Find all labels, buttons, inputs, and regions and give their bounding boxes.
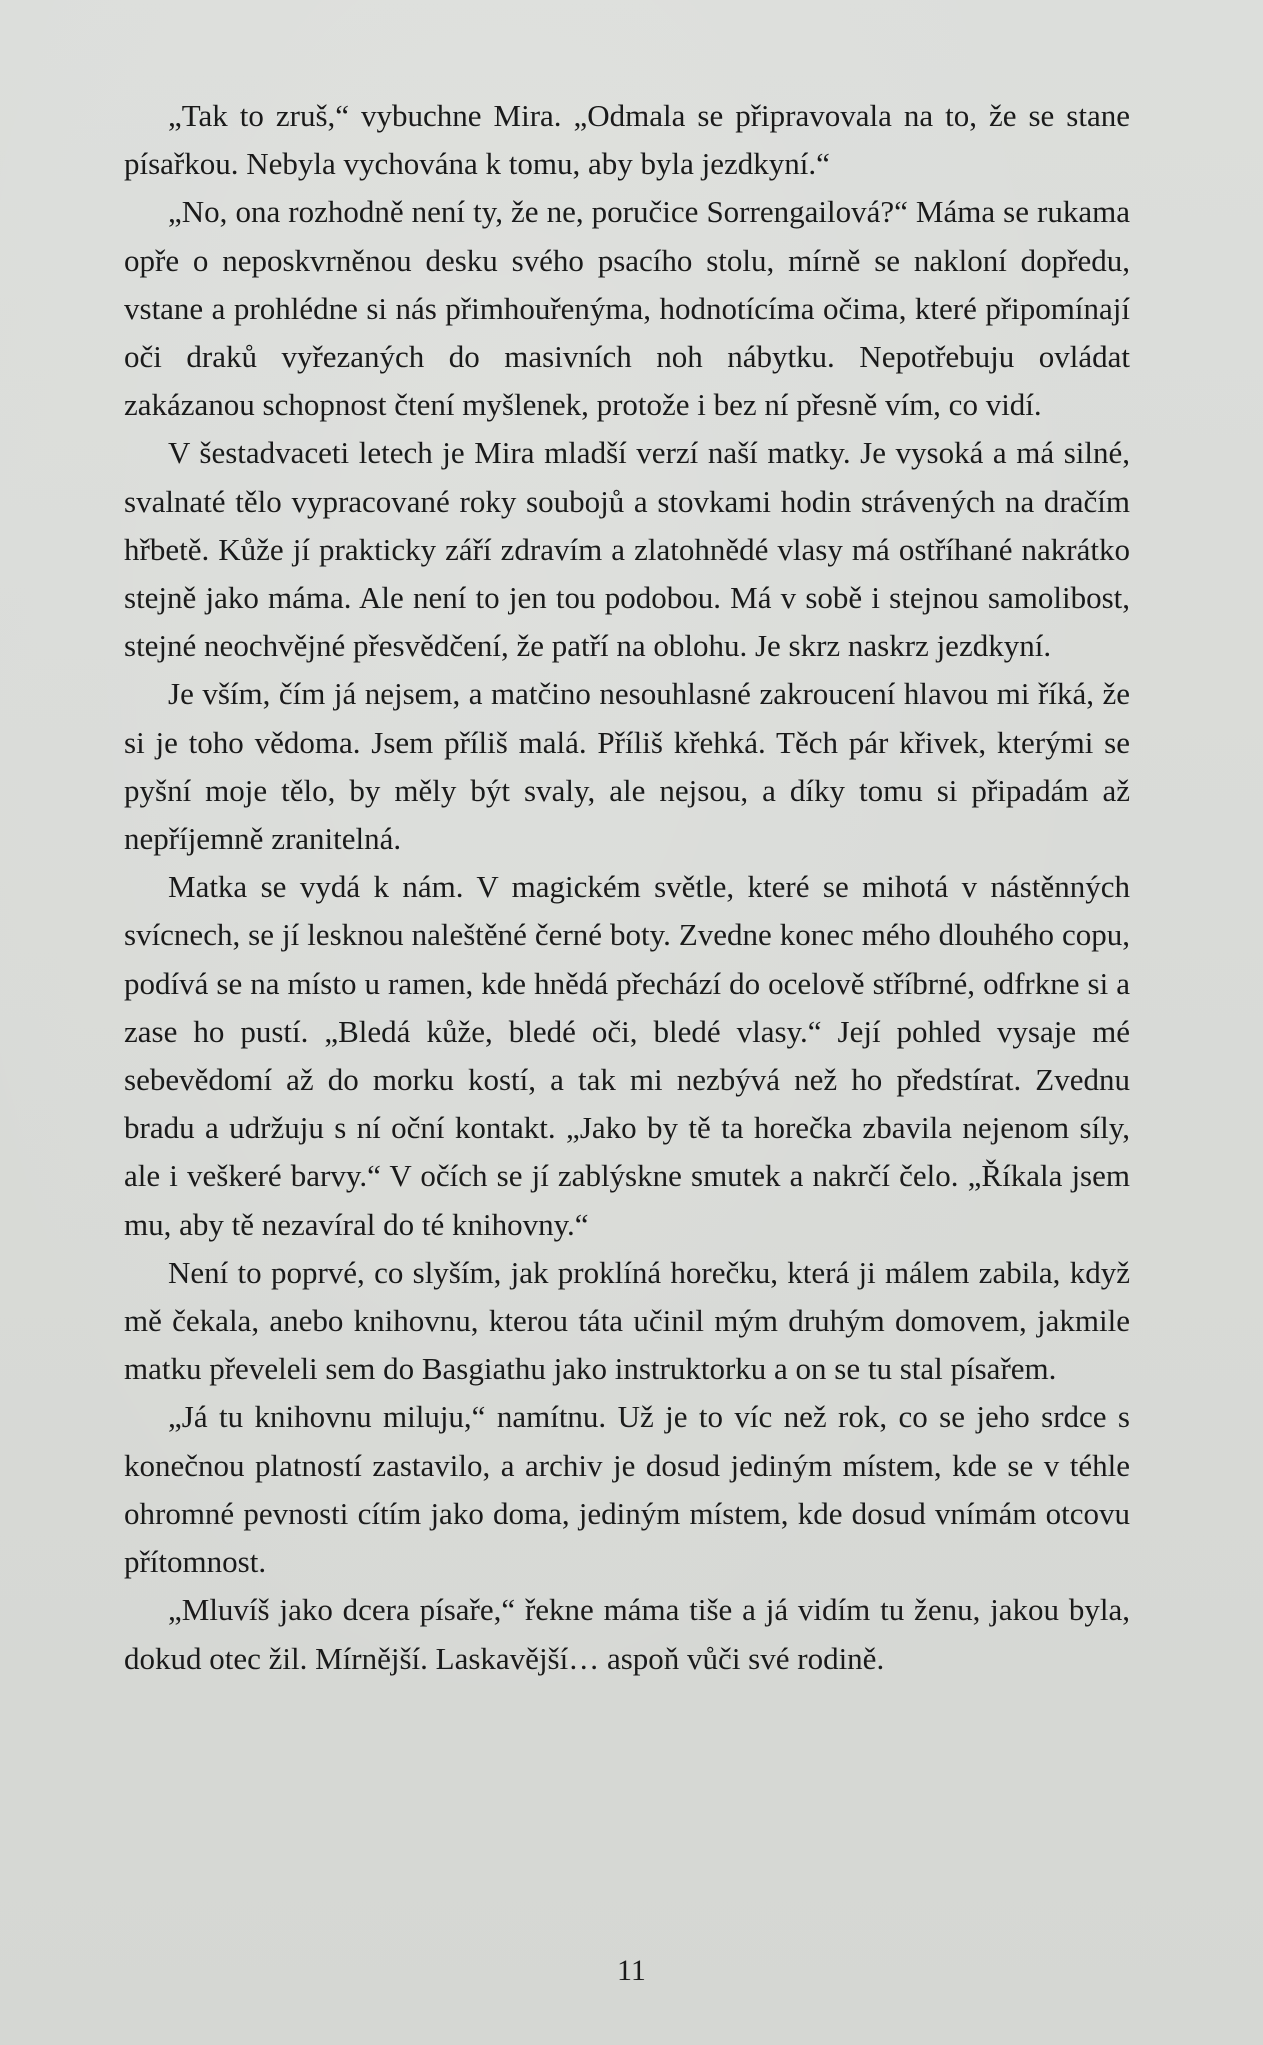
paragraph: Matka se vydá k nám. V magickém světle, které se mihotá v nástěnných svícnech, se jí lesknou naleštěné černé boty. Zvedne konec mého dlouhého copu, podívá se na místo u ramen, kde hnědá přechází do ocelově stříbrné, odfrkne si a zase ho pustí. „Bledá kůže, bledé oči, bledé vlasy.“ Její pohled vysaje mé sebevědomí až do morku kostí, a tak mi nezbývá než ho předstírat. Zvednu bradu a udržuju s ní oční kontakt. „Jako by tě ta horečka zbavila nejenom síly, ale i veškeré barvy.“ V očích se jí zablýskne smutek a nakrčí čelo. „Říkala jsem mu, aby tě nezavíral do té knihovny.“ (124, 869, 1130, 1242)
body-text (124, 92, 1130, 1683)
paragraph: „No, ona rozhodně není ty, že ne, poručice Sorrengailová?“ Máma se rukama opře o neposkvrněnou desku svého psacího stolu, mírně se nakloní dopředu, vstane a prohlédne si nás přimhouřenýma, hodnotícíma očima, které připomínají oči draků vyřezaných do masivních noh nábytku. Nepotřebuju ovládat zakázanou schopnost čtení myšlenek, protože i bez ní přesně vím, co vidí. (124, 194, 1130, 423)
paragraph: „Tak to zruš,“ vybuchne Mira. „Odmala se připravovala na to, že se stane písařkou. Nebyla vychována k tomu, aby byla jezdkyní.“ (124, 98, 1130, 182)
paragraph: „Mluvíš jako dcera písaře,“ řekne máma tiše a já vidím tu ženu, jakou byla, dokud otec žil. Mírnější. Laskavější… aspoň vůči své rodině. (124, 1592, 1130, 1676)
paragraph: „Já tu knihovnu miluju,“ namítnu. Už je to víc než rok, co se jeho srdce s konečnou platností zastavilo, a archiv je dosud jediným místem, kde se v téhle ohromné pevnosti cítím jako doma, jediným místem, kde dosud vnímám otcovu přítomnost. (124, 1399, 1130, 1580)
paragraph: V šestadvaceti letech je Mira mladší verzí naší matky. Je vysoká a má silné, svalnaté tělo vypracované roky soubojů a stovkami hodin strávených na dračím hřbetě. Kůže jí prakticky září zdravím a zlatohnědé vlasy má ostříhané nakrátko stejně jako máma. Ale není to jen tou podobou. Má v sobě i stejnou samolibost, stejné neochvějné přesvědčení, že patří na oblohu. Je skrz naskrz jezdkyní. (124, 435, 1130, 664)
paragraph: Je vším, čím já nejsem, a matčino nesouhlasné zakroucení hlavou mi říká, že si je toho vědoma. Jsem příliš malá. Příliš křehká. Těch pár křivek, kterými se pyšní moje tělo, by měly být svaly, ale nejsou, a díky tomu si připadám až nepříjemně zranitelná. (124, 676, 1130, 857)
page-number: 11 (617, 1954, 646, 1987)
paragraph: Není to poprvé, co slyším, jak proklíná horečku, která ji málem zabila, když mě čekala, anebo knihovnu, kterou táta učinil mým druhým domovem, jakmile matku převeleli sem do Basgiathu jako instruktorku a on se tu stal písařem. (124, 1254, 1130, 1387)
